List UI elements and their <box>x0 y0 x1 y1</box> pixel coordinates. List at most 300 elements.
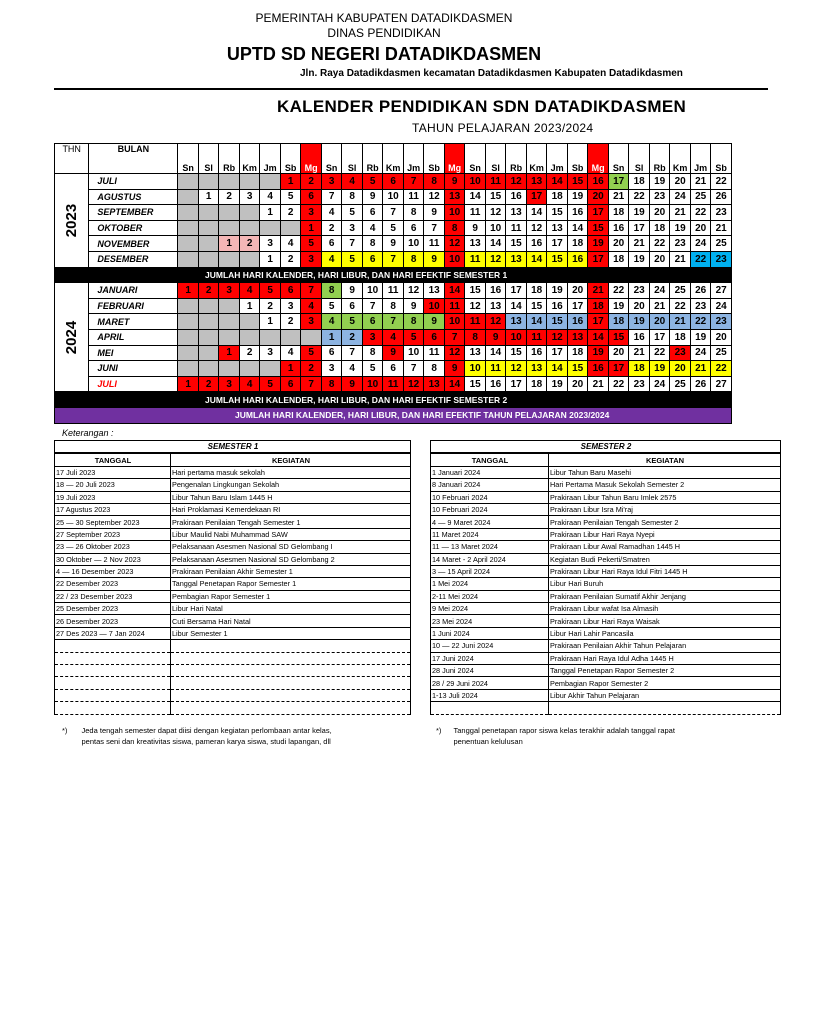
day-cell: 3 <box>260 236 281 252</box>
day-cell: 22 <box>711 174 732 190</box>
calendar-table <box>54 143 732 424</box>
event-activity: Prakiraan Libur wafat Isa Almasih <box>549 603 781 615</box>
day-cell: 21 <box>608 189 629 205</box>
day-header: Km <box>239 144 260 174</box>
day-cell: 25 <box>711 236 732 252</box>
day-cell: 25 <box>670 376 691 392</box>
table-row <box>431 528 781 540</box>
event-date: 4 — 9 Maret 2024 <box>431 516 549 528</box>
day-cell: 23 <box>670 345 691 361</box>
day-cell: 10 <box>444 251 465 267</box>
day-cell: 16 <box>506 189 527 205</box>
day-cell: 1 <box>301 220 322 236</box>
day-cell: 20 <box>588 189 609 205</box>
day-cell: 13 <box>424 283 445 299</box>
day-cell: 15 <box>506 236 527 252</box>
day-cell: 21 <box>629 345 650 361</box>
note-line: Jeda tengah semester dapat diisi dengan kegiatan perlombaan antar kelas, <box>81 726 332 735</box>
day-cell: 7 <box>301 283 322 299</box>
day-cell: 7 <box>383 314 404 330</box>
day-cell: 6 <box>321 236 342 252</box>
event-date: 28 / 29 Juni 2024 <box>431 677 549 689</box>
day-cell: 14 <box>444 376 465 392</box>
day-cell: 18 <box>608 314 629 330</box>
day-cell: 15 <box>567 174 588 190</box>
event-activity: Prakiraan Libur Hari Raya Waisak <box>549 615 781 627</box>
day-cell: 2 <box>280 251 301 267</box>
day-cell: 11 <box>485 174 506 190</box>
month-name: JUNI <box>89 361 178 377</box>
day-cell: 23 <box>649 189 670 205</box>
day-cell: 23 <box>711 251 732 267</box>
day-cell: 2 <box>301 174 322 190</box>
year-text: 2023 <box>63 203 81 237</box>
day-cell: 8 <box>383 298 404 314</box>
day-cell: 21 <box>670 314 691 330</box>
month-name: DESEMBER <box>89 251 178 267</box>
semester2-note <box>436 725 768 747</box>
table-row <box>55 615 411 627</box>
day-cell: 15 <box>608 329 629 345</box>
day-cell: 16 <box>608 220 629 236</box>
day-cell: 22 <box>711 361 732 377</box>
day-cell: 1 <box>178 376 199 392</box>
day-cell: 26 <box>690 283 711 299</box>
table-row <box>55 565 411 577</box>
day-cell <box>260 220 281 236</box>
day-cell: 3 <box>301 251 322 267</box>
semester1-table <box>54 440 411 715</box>
day-header: Mg <box>588 144 609 174</box>
day-cell <box>260 329 281 345</box>
day-cell: 7 <box>403 174 424 190</box>
day-cell: 9 <box>403 298 424 314</box>
day-cell: 4 <box>280 345 301 361</box>
day-cell: 12 <box>506 174 527 190</box>
day-cell: 11 <box>526 329 547 345</box>
day-cell: 6 <box>403 220 424 236</box>
day-cell: 11 <box>506 220 527 236</box>
day-cell: 14 <box>506 298 527 314</box>
day-cell: 2 <box>321 220 342 236</box>
day-cell <box>198 361 219 377</box>
day-cell: 21 <box>670 205 691 221</box>
day-cell: 16 <box>547 298 568 314</box>
empty-cell <box>55 702 171 714</box>
semester2-table <box>430 440 781 715</box>
day-cell: 11 <box>444 298 465 314</box>
event-activity: Prakiraan Penilaian Akhir Semester 1 <box>171 565 411 577</box>
event-date: 1 Januari 2024 <box>431 466 549 478</box>
day-cell: 2 <box>239 345 260 361</box>
day-cell: 7 <box>444 329 465 345</box>
day-cell: 12 <box>465 298 486 314</box>
day-cell: 14 <box>485 345 506 361</box>
event-activity: Libur Hari Buruh <box>549 578 781 590</box>
year-summary: JUMLAH HARI KALENDER, HARI LIBUR, DAN HARI EFEKTIF TAHUN PELAJARAN 2023/2024 <box>55 407 732 423</box>
day-cell: 11 <box>424 236 445 252</box>
table-row <box>431 689 781 701</box>
month-name: JULI <box>89 376 178 392</box>
event-activity: Kegiatan Budi Pekerti/Smatren <box>549 553 781 565</box>
day-cell: 23 <box>670 236 691 252</box>
day-cell: 5 <box>362 361 383 377</box>
keterangan-label: Keterangan : <box>62 428 114 438</box>
day-cell: 9 <box>444 174 465 190</box>
day-cell: 12 <box>403 376 424 392</box>
day-header: Sb <box>424 144 445 174</box>
day-cell: 22 <box>629 189 650 205</box>
day-cell: 6 <box>362 314 383 330</box>
day-cell: 22 <box>608 283 629 299</box>
day-cell: 4 <box>383 329 404 345</box>
day-cell: 19 <box>547 283 568 299</box>
table-row <box>55 553 411 565</box>
empty-cell <box>431 702 549 714</box>
day-cell: 9 <box>444 361 465 377</box>
day-cell: 10 <box>362 283 383 299</box>
table-row <box>55 541 411 553</box>
semester1-note <box>62 725 332 747</box>
day-cell: 17 <box>567 298 588 314</box>
day-cell: 13 <box>506 251 527 267</box>
day-cell: 2 <box>260 298 281 314</box>
day-cell <box>280 220 301 236</box>
day-cell: 18 <box>629 361 650 377</box>
day-cell: 1 <box>219 345 240 361</box>
event-date: 18 — 20 Juli 2023 <box>55 479 171 491</box>
day-cell: 12 <box>526 220 547 236</box>
day-header: Jm <box>403 144 424 174</box>
day-cell: 4 <box>239 283 260 299</box>
date-column-header: TANGGAL <box>55 453 171 466</box>
semester-title: SEMESTER 1 <box>55 441 411 454</box>
day-cell: 13 <box>547 220 568 236</box>
semester-summary-row <box>55 267 732 283</box>
day-cell: 9 <box>465 220 486 236</box>
day-cell: 14 <box>526 205 547 221</box>
day-cell: 12 <box>424 189 445 205</box>
day-cell <box>198 251 219 267</box>
dept-header: DINAS PENDIDIKAN <box>327 26 441 40</box>
day-cell: 21 <box>711 220 732 236</box>
day-cell: 19 <box>670 220 691 236</box>
event-activity: Tanggal Penetapan Rapor Semester 2 <box>549 665 781 677</box>
day-cell <box>219 314 240 330</box>
table-row <box>431 565 781 577</box>
day-cell: 20 <box>690 220 711 236</box>
day-cell: 14 <box>547 174 568 190</box>
day-cell: 18 <box>588 298 609 314</box>
day-cell <box>178 314 199 330</box>
day-cell: 8 <box>321 376 342 392</box>
table-row <box>55 491 411 503</box>
day-cell: 2 <box>198 376 219 392</box>
empty-row <box>55 689 411 701</box>
table-row <box>55 503 411 515</box>
day-cell: 12 <box>485 205 506 221</box>
table-row <box>431 503 781 515</box>
day-cell: 15 <box>588 220 609 236</box>
day-cell: 15 <box>547 205 568 221</box>
day-cell: 24 <box>711 298 732 314</box>
day-cell: 16 <box>526 236 547 252</box>
day-cell <box>178 298 199 314</box>
day-cell: 16 <box>567 251 588 267</box>
day-cell: 17 <box>588 314 609 330</box>
day-cell: 5 <box>342 314 363 330</box>
day-cell: 8 <box>403 251 424 267</box>
day-cell: 21 <box>649 298 670 314</box>
month-name: MARET <box>89 314 178 330</box>
day-cell: 27 <box>711 376 732 392</box>
day-cell: 4 <box>260 189 281 205</box>
day-cell: 18 <box>649 220 670 236</box>
day-cell: 25 <box>711 345 732 361</box>
day-cell: 8 <box>424 361 445 377</box>
event-activity: Prakiraan Libur Hari Raya Nyepi <box>549 528 781 540</box>
day-cell: 9 <box>383 345 404 361</box>
day-cell: 6 <box>280 376 301 392</box>
day-header: Rb <box>506 144 527 174</box>
day-cell: 12 <box>485 251 506 267</box>
day-cell: 17 <box>547 236 568 252</box>
note-marker: *) <box>436 726 442 735</box>
day-cell: 21 <box>670 251 691 267</box>
day-cell: 7 <box>362 298 383 314</box>
semester-summary-row <box>55 392 732 408</box>
table-row <box>55 479 411 491</box>
table-row <box>431 615 781 627</box>
event-date: 1-13 Juli 2024 <box>431 689 549 701</box>
day-cell: 9 <box>485 329 506 345</box>
day-cell: 20 <box>608 345 629 361</box>
day-cell: 3 <box>239 189 260 205</box>
day-cell: 9 <box>342 283 363 299</box>
day-cell: 24 <box>690 236 711 252</box>
day-cell: 10 <box>465 361 486 377</box>
day-cell <box>239 329 260 345</box>
day-cell: 19 <box>690 329 711 345</box>
day-cell: 25 <box>670 283 691 299</box>
day-cell <box>239 314 260 330</box>
day-cell: 7 <box>342 236 363 252</box>
day-cell: 13 <box>465 236 486 252</box>
empty-cell <box>55 640 171 652</box>
day-cell: 18 <box>629 174 650 190</box>
day-cell: 5 <box>301 236 322 252</box>
calendar-month-row <box>55 329 732 345</box>
event-activity: Prakiraan Penilaian Akhir Tahun Pelajaran <box>549 640 781 652</box>
day-header: Jm <box>690 144 711 174</box>
calendar-month-row <box>55 189 732 205</box>
event-activity: Hari Pertama Masuk Sekolah Semester 2 <box>549 479 781 491</box>
event-date: 3 — 15 April 2024 <box>431 565 549 577</box>
table-row <box>431 640 781 652</box>
day-header: Rb <box>362 144 383 174</box>
day-cell: 22 <box>670 298 691 314</box>
table-row <box>55 603 411 615</box>
event-activity: Libur Akhir Tahun Pelajaran <box>549 689 781 701</box>
day-cell: 17 <box>547 345 568 361</box>
day-header: Sl <box>485 144 506 174</box>
empty-cell <box>55 677 171 689</box>
day-cell: 20 <box>670 174 691 190</box>
event-date: 19 Juli 2023 <box>55 491 171 503</box>
day-cell: 17 <box>649 329 670 345</box>
day-cell: 2 <box>280 205 301 221</box>
month-name: FEBRUARI <box>89 298 178 314</box>
day-cell: 19 <box>629 314 650 330</box>
month-name: NOVEMBER <box>89 236 178 252</box>
day-cell: 21 <box>690 361 711 377</box>
day-cell <box>178 361 199 377</box>
day-cell: 13 <box>485 298 506 314</box>
table-row <box>431 627 781 639</box>
calendar-month-row <box>55 283 732 299</box>
day-cell: 19 <box>649 174 670 190</box>
day-cell <box>178 189 199 205</box>
day-cell: 4 <box>321 314 342 330</box>
day-cell: 21 <box>629 236 650 252</box>
day-cell: 1 <box>260 251 281 267</box>
day-cell: 1 <box>178 283 199 299</box>
day-header: Km <box>670 144 691 174</box>
event-activity: Libur Hari Lahir Pancasila <box>549 627 781 639</box>
event-activity: Prakiraan Libur Isra Mi'raj <box>549 503 781 515</box>
day-cell: 1 <box>239 298 260 314</box>
day-cell: 6 <box>321 345 342 361</box>
day-cell: 6 <box>424 329 445 345</box>
day-cell: 10 <box>444 314 465 330</box>
day-cell: 7 <box>424 220 445 236</box>
event-date: 25 — 30 September 2023 <box>55 516 171 528</box>
day-cell: 7 <box>321 189 342 205</box>
day-cell: 17 <box>526 189 547 205</box>
event-activity: Pembagian Rapor Semester 2 <box>549 677 781 689</box>
table-row <box>55 627 411 639</box>
day-cell <box>178 220 199 236</box>
day-cell: 7 <box>383 205 404 221</box>
day-cell: 20 <box>649 251 670 267</box>
event-activity: Pengenalan Lingkungan Sekolah <box>171 479 411 491</box>
school-address: Jln. Raya Datadikdasmen kecamatan Datadikdasmen Kabupaten Datadikdasmen <box>300 68 683 79</box>
day-cell <box>178 251 199 267</box>
day-cell: 2 <box>219 189 240 205</box>
empty-cell <box>171 665 411 677</box>
calendar-month-row <box>55 376 732 392</box>
day-cell: 17 <box>608 361 629 377</box>
day-cell: 8 <box>403 314 424 330</box>
empty-cell <box>171 640 411 652</box>
day-header: Sl <box>629 144 650 174</box>
day-cell: 5 <box>362 174 383 190</box>
day-cell: 19 <box>567 189 588 205</box>
day-cell <box>219 205 240 221</box>
day-cell <box>178 329 199 345</box>
day-cell: 13 <box>465 345 486 361</box>
day-cell: 20 <box>567 283 588 299</box>
table-row <box>431 553 781 565</box>
day-header: Sn <box>321 144 342 174</box>
table-row <box>431 665 781 677</box>
day-cell <box>219 251 240 267</box>
day-cell: 4 <box>239 376 260 392</box>
day-cell: 10 <box>403 345 424 361</box>
event-date: 11 — 13 Maret 2024 <box>431 541 549 553</box>
day-cell: 18 <box>567 236 588 252</box>
empty-cell <box>55 652 171 664</box>
day-cell <box>198 329 219 345</box>
day-cell: 6 <box>342 298 363 314</box>
calendar-month-row <box>55 251 732 267</box>
day-cell: 13 <box>424 376 445 392</box>
event-activity: Libur Hari Natal <box>171 603 411 615</box>
day-cell <box>198 205 219 221</box>
empty-row <box>55 702 411 714</box>
day-header: Rb <box>649 144 670 174</box>
day-cell: 19 <box>547 376 568 392</box>
event-date: 10 Februari 2024 <box>431 491 549 503</box>
day-cell: 9 <box>342 376 363 392</box>
year-label <box>55 283 89 392</box>
day-cell: 12 <box>547 329 568 345</box>
day-header: Sn <box>465 144 486 174</box>
month-name: JANUARI <box>89 283 178 299</box>
day-cell: 1 <box>219 236 240 252</box>
day-cell <box>301 329 322 345</box>
day-cell: 23 <box>690 298 711 314</box>
day-cell: 10 <box>403 236 424 252</box>
event-date: 26 Desember 2023 <box>55 615 171 627</box>
day-header: Sl <box>198 144 219 174</box>
column-header-row <box>431 453 781 466</box>
page-subtitle: TAHUN PELAJARAN 2023/2024 <box>412 121 594 135</box>
day-cell: 11 <box>465 251 486 267</box>
event-activity: Cuti Bersama Hari Natal <box>171 615 411 627</box>
day-cell: 15 <box>547 251 568 267</box>
day-cell <box>178 236 199 252</box>
day-cell: 4 <box>362 220 383 236</box>
day-cell: 4 <box>321 251 342 267</box>
day-cell: 14 <box>485 236 506 252</box>
day-cell <box>219 298 240 314</box>
day-cell: 24 <box>670 189 691 205</box>
table-row <box>431 677 781 689</box>
day-cell: 17 <box>506 376 527 392</box>
day-cell: 3 <box>301 205 322 221</box>
day-cell: 21 <box>588 376 609 392</box>
event-activity: Prakiraan Libur Tahun Baru Imlek 2575 <box>549 491 781 503</box>
year-summary-row <box>55 407 732 423</box>
day-cell: 4 <box>342 174 363 190</box>
day-cell: 22 <box>690 251 711 267</box>
bulan-header: BULAN <box>89 144 178 174</box>
calendar-month-row <box>55 220 732 236</box>
event-date: 1 Juni 2024 <box>431 627 549 639</box>
day-cell: 15 <box>567 361 588 377</box>
day-cell: 21 <box>690 174 711 190</box>
day-cell: 9 <box>424 205 445 221</box>
day-cell: 18 <box>670 329 691 345</box>
day-cell: 3 <box>301 314 322 330</box>
event-date: 30 Oktober — 2 Nov 2023 <box>55 553 171 565</box>
day-cell: 4 <box>280 236 301 252</box>
day-cell: 4 <box>301 298 322 314</box>
day-cell: 14 <box>526 314 547 330</box>
event-date: 8 Januari 2024 <box>431 479 549 491</box>
day-cell: 10 <box>506 329 527 345</box>
